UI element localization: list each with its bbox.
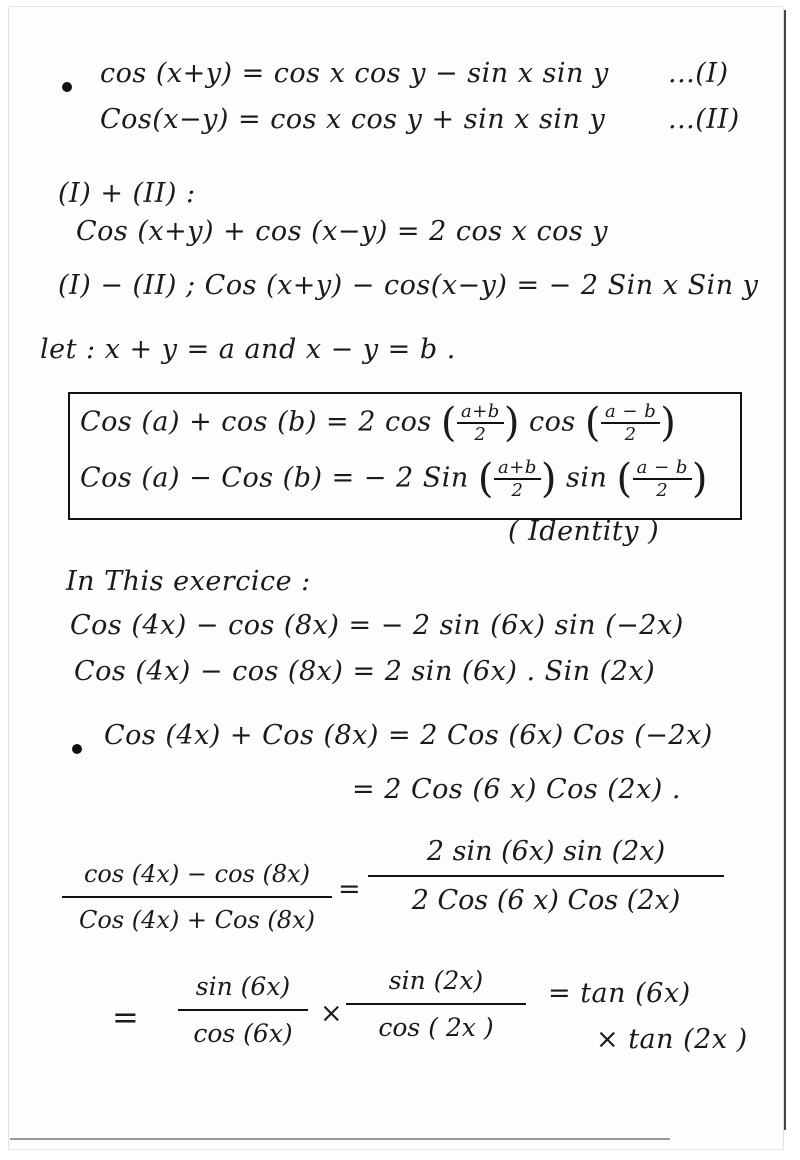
exercise-line-1: Cos (4x) − cos (8x) = − 2 sin (6x) sin (−2x) xyxy=(70,610,684,641)
times-sign: × xyxy=(320,998,344,1029)
lhs-numerator: cos (4x) − cos (8x) xyxy=(62,860,332,898)
equals-1: = xyxy=(338,874,362,905)
equals-2: = xyxy=(112,998,140,1036)
formula-tag-2: ...(II) xyxy=(668,104,740,135)
exercise-intro: In This exercice : xyxy=(66,566,311,597)
result-line-1: = tan (6x) xyxy=(548,978,691,1009)
identity-row-1-frac-1: $\frac{a+b}{2}$ xyxy=(457,401,504,445)
exercise-line-3: Cos (4x) + Cos (8x) = 2 Cos (6x) Cos (−2x) xyxy=(104,720,713,751)
identity-label: ( Identity ) xyxy=(508,516,660,547)
result-line-2: × tan (2x ) xyxy=(596,1024,748,1055)
part-2-numerator: sin (2x) xyxy=(346,966,526,1005)
identity-row-2-left: Cos (a) − Cos (b) = − 2 Sin xyxy=(80,462,469,494)
lhs-denominator: Cos (4x) + Cos (8x) xyxy=(79,906,315,934)
identity-row-1-mid: cos xyxy=(529,406,576,438)
difference-result: (I) − (II) ; Cos (x+y) − cos(x−y) = − 2 Sin x Sin y xyxy=(58,270,759,301)
sum-heading: (I) + (II) : xyxy=(58,178,196,209)
identity-row-2-frac-1: $\frac{a+b}{2}$ xyxy=(494,457,541,501)
identity-row-2-frac-2: $\frac{a - b}{2}$ xyxy=(633,457,692,501)
sum-result: Cos (x+y) + cos (x−y) = 2 cos x cos y xyxy=(76,216,609,247)
rhs-fraction xyxy=(368,836,724,916)
rhs-denominator: 2 Cos (6 x) Cos (2x) xyxy=(411,885,681,916)
bullet-1 xyxy=(62,82,72,92)
identity-row-2-mid: sin xyxy=(566,462,608,494)
part-1-fraction xyxy=(178,972,308,1048)
page-edge-bottom xyxy=(10,1138,670,1140)
identity-row-1-left: Cos (a) + cos (b) = 2 cos xyxy=(80,406,432,438)
part-2-fraction xyxy=(346,966,526,1042)
page-edge-right xyxy=(784,10,786,1130)
formula-cos-sum: cos (x+y) = cos x cos y − sin x sin y xyxy=(100,58,609,89)
exercise-line-4: = 2 Cos (6 x) Cos (2x) . xyxy=(352,774,681,805)
part-1-numerator: sin (6x) xyxy=(178,972,308,1011)
part-2-denominator: cos ( 2x ) xyxy=(378,1013,494,1042)
lhs-fraction xyxy=(62,860,332,934)
identity-row-1-frac-2: $\frac{a - b}{2}$ xyxy=(601,401,660,445)
identity-row-2: Cos (a) − Cos (b) = − 2 Sin ( $\frac{a+b}{2}$ ) sin ( $\frac{a - b}{2}$ ) xyxy=(80,456,709,502)
exercise-line-2: Cos (4x) − cos (8x) = 2 sin (6x) . Sin (2x) xyxy=(74,656,656,687)
identity-row-1: Cos (a) + cos (b) = 2 cos ( $\frac{a+b}{2}$ ) cos ( $\frac{a - b}{2}$ ) xyxy=(80,400,677,446)
formula-cos-diff: Cos(x−y) = cos x cos y + sin x sin y xyxy=(100,104,606,135)
substitution-line: let : x + y = a and x − y = b . xyxy=(40,334,456,365)
rhs-numerator: 2 sin (6x) sin (2x) xyxy=(368,836,724,877)
bullet-2 xyxy=(72,744,82,754)
formula-tag-1: ...(I) xyxy=(668,58,729,89)
part-1-denominator: cos (6x) xyxy=(193,1019,293,1048)
